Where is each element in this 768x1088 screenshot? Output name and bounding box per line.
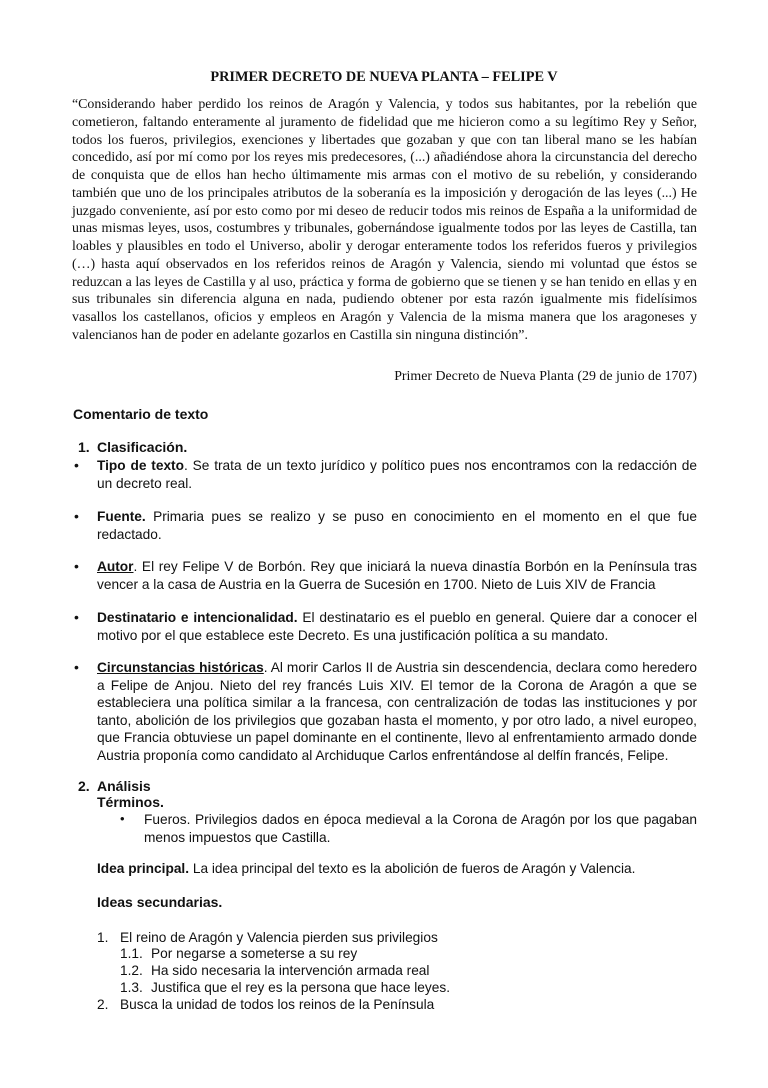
item-fuente-label: Fuente. bbox=[97, 509, 146, 524]
comment-heading: Comentario de texto bbox=[73, 406, 209, 422]
item-destinatario-label: Destinatario e intencionalidad. bbox=[97, 610, 298, 625]
bullet-icon: • bbox=[74, 508, 79, 524]
list-item bbox=[120, 945, 358, 963]
item-tipo-text: . Se trata de un texto jurídico y político pues nos encontramos con la redacción de un decreto real. bbox=[97, 458, 698, 491]
list-item-text: El reino de Aragón y Valencia pierden sus privilegios bbox=[120, 930, 438, 945]
bullet-icon: • bbox=[74, 659, 79, 675]
idea-principal-label: Idea principal. bbox=[97, 861, 190, 876]
item-fuente bbox=[97, 508, 697, 543]
item-destinatario bbox=[97, 609, 697, 644]
item-circunstancias bbox=[97, 659, 697, 765]
section-2-number: 2. bbox=[78, 778, 90, 794]
section-2-heading bbox=[78, 778, 151, 794]
item-autor bbox=[97, 558, 697, 593]
item-destinatario-text: El destinatario es el pueblo en general. Quiere dar a conocer el motivo por el que establece este Decreto. Es una justificación política a su mandato. bbox=[97, 610, 698, 643]
section-1-title: Clasificación. bbox=[97, 439, 188, 455]
section-2-title: Análisis bbox=[97, 778, 151, 794]
decree-quote: “Considerando haber perdido los reinos de Aragón y Valencia, y todos sus habitantes, por la rebelión que cometieron, faltando enteramente al juramento de fidelidad que me hicieron como a su legítimo Rey y Señor, todos los fueros, privilegios, exenciones y libertades que gozaban y que con tan liberal mano se les habían concedido, así por mí como por los reyes mis predecesores, (...) añadiéndose ahora la circunstancia del derecho de conquista que de ellos han hecho últimamente mis armas con el motivo de su rebelión, y considerando también que uno de los principales atributos de la soberanía es la imposición y derogación de las leyes (...) He juzgado conveniente, así por esto como por mi deseo de reducir todos mis reinos de España a la uniformidad de unas mismas leyes, usos, costumbres y tribunales, gobernándose igualmente todos por las leyes de Castilla, tan loables y plausibles en todo el Universo, abolir y derogar enteramente todos los referidos fueros y privilegios (…) hasta aquí observados en los referidos reinos de Aragón y Valencia, siendo mi voluntad que éstos se reduzcan a las leyes de Castilla y al uso, práctica y forma de gobierno que se tienen y se han tenido en ellas y en sus tribunales sin diferencia alguna en nada, pudiendo obtener por esta razón igualmente mis fidelísimos vasallos los castellanos, oficios y empleos en Aragón y Valencia de la misma manera que los aragoneses y valencianos han de poder en adelante gozarlos en Castilla sin ninguna distinción”. bbox=[72, 97, 697, 343]
bullet-icon: • bbox=[74, 457, 79, 473]
item-autor-label: Autor bbox=[97, 559, 134, 574]
item-fuente-text: Primaria pues se realizo y se puso en conocimiento en el momento en el que fue redactado. bbox=[97, 509, 697, 542]
section-1-heading bbox=[78, 439, 188, 455]
bullet-icon: • bbox=[120, 811, 125, 826]
list-item-number: 1.1. bbox=[120, 946, 143, 961]
list-item-number: 1.2. bbox=[120, 963, 143, 978]
list-item bbox=[97, 929, 438, 947]
list-item-number: 1. bbox=[97, 930, 109, 945]
list-item-text: Ha sido necesaria la intervención armada real bbox=[151, 963, 430, 978]
list-item-text: Busca la unidad de todos los reinos de la Península bbox=[120, 997, 435, 1012]
list-item-number: 1.3. bbox=[120, 980, 143, 995]
idea-principal-text: La idea principal del texto es la abolición de fueros de Aragón y Valencia. bbox=[189, 861, 636, 876]
item-circunstancias-label: Circunstancias históricas bbox=[97, 660, 264, 675]
list-item-text: Justifica que el rey es la persona que hace leyes. bbox=[151, 980, 451, 995]
list-item bbox=[120, 962, 430, 980]
terminos-heading: Términos. bbox=[97, 794, 164, 810]
section-1-number: 1. bbox=[78, 439, 90, 455]
bullet-icon: • bbox=[74, 609, 79, 625]
list-item bbox=[97, 996, 435, 1014]
item-autor-text: . El rey Felipe V de Borbón. Rey que iniciará la nueva dinastía Borbón en la Península tras vencer a la casa de Austria en la Guerra de Sucesión en 1700. Nieto de Luis XIV de Francia bbox=[97, 559, 697, 592]
list-item bbox=[120, 979, 451, 997]
ideas-secundarias-heading: Ideas secundarias. bbox=[97, 894, 223, 910]
list-item-text: Por negarse a someterse a su rey bbox=[151, 946, 358, 961]
bullet-icon: • bbox=[74, 558, 79, 574]
term-fueros: Fueros. Privilegios dados en época medieval a la Corona de Aragón por los que pagaban menos impuestos que Castilla. bbox=[144, 812, 697, 845]
item-tipo bbox=[97, 457, 697, 492]
document-title: PRIMER DECRETO DE NUEVA PLANTA – FELIPE V bbox=[210, 69, 558, 85]
item-tipo-label: Tipo de texto bbox=[97, 458, 184, 473]
list-item-number: 2. bbox=[97, 997, 109, 1012]
item-circunstancias-text: . Al morir Carlos II de Austria sin descendencia, declara como heredero a Felipe de Anjou. Nieto del rey francés Luis XIV. El temor de la Corona de Aragón a que se estableciera una política similar a la francesa, con centralización de todas las instituciones y por tanto, abolición de los privilegios que gozaban hasta el momento, y por otro lado, a nivel europeo, que Francia obtuviese un papel dominante en el continente, llevo al enfrentamiento armado donde Austria proponía como candidato al Archiduque Carlos enfrentándose al delfín francés, Felipe. bbox=[97, 660, 697, 763]
idea-principal bbox=[97, 860, 697, 878]
quote-source: Primer Decreto de Nueva Planta (29 de junio de 1707) bbox=[394, 369, 697, 384]
